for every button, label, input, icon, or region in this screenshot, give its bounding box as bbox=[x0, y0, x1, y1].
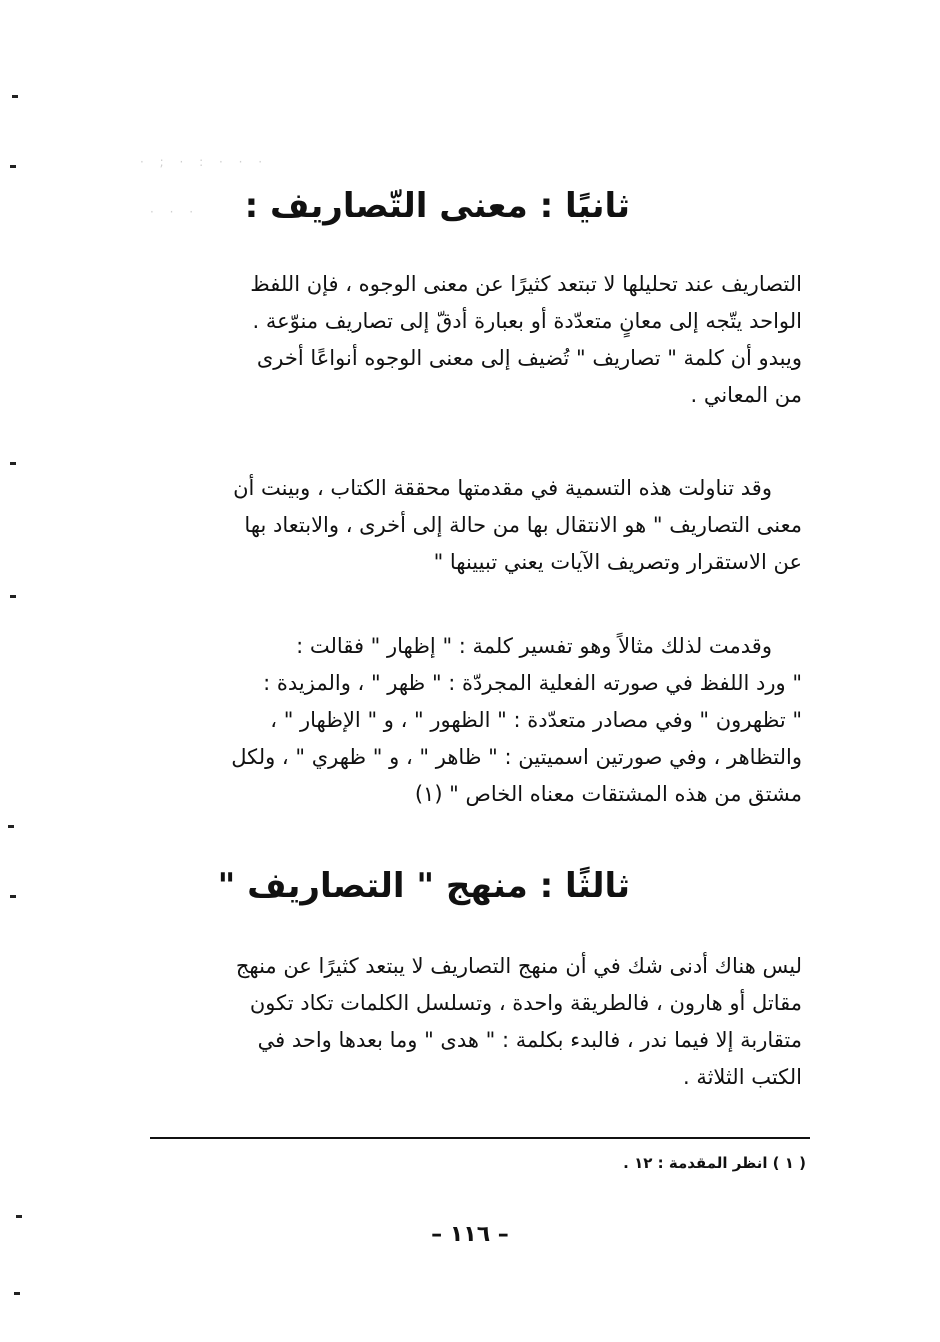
footnote: ( ١ ) انظر المقدمة : ١٢ . bbox=[623, 1154, 806, 1172]
text-line: الكتب الثلاثة . bbox=[682, 1065, 802, 1089]
text-line: " ورد اللفظ في صورته الفعلية المجردّة : " ظهر " ، والمزيدة : bbox=[263, 671, 802, 695]
paragraph-method bbox=[132, 948, 802, 1096]
paragraph-meaning bbox=[132, 266, 802, 414]
paragraph-example bbox=[132, 628, 802, 813]
text-line: مشتق من هذه المشتقات معناه الخاص " (١) bbox=[414, 782, 802, 806]
text-line: " تظهرون " وفي مصادر متعدّدة : " الظهور " ، و " الإظهار " ، bbox=[270, 708, 802, 732]
text-line: متقاربة إلا فيما ندر ، فالبدء بكلمة : " هدى " وما بعدها واحد في bbox=[257, 1028, 802, 1052]
margin-speck bbox=[10, 895, 16, 898]
section-heading-method: ثالثًا : منهج " التصاريف " bbox=[217, 866, 630, 906]
text-line: ويبدو أن كلمة " تصاريف " تُضيف إلى معنى الوجوه أنواعًا أخرى bbox=[256, 346, 802, 370]
margin-speck bbox=[12, 95, 18, 98]
scan-noise: · · · bbox=[150, 205, 200, 219]
text-line: وقدمت لذلك مثالاً وهو تفسير كلمة : " إظهار " فقالت : bbox=[296, 634, 772, 658]
margin-speck bbox=[14, 1292, 20, 1295]
text-line: عن الاستقرار وتصريف الآيات يعني تبيينها " bbox=[433, 550, 802, 574]
text-line: التصاريف عند تحليلها لا تبتعد كثيرًا عن معنى الوجوه ، فإن اللفظ bbox=[250, 272, 802, 296]
text-line: الواحد يتّجه إلى معانٍ متعدّدة أو بعبارة أدقّ إلى تصاريف منوّعة . bbox=[252, 309, 802, 333]
text-line: والتظاهر ، وفي صورتين اسميتين : " ظاهر " ، و " ظهري " ، ولكل bbox=[231, 745, 802, 769]
text-line: معنى التصاريف " هو الانتقال بها من حالة إلى أخرى ، والابتعاد بها bbox=[244, 513, 802, 537]
text-line: مقاتل أو هارون ، فالطريقة واحدة ، وتسلسل الكلمات تكاد تكون bbox=[249, 991, 802, 1015]
section-heading-meaning: ثانيًا : معنى التّصاريف : bbox=[244, 186, 630, 226]
margin-speck bbox=[10, 595, 16, 598]
page-number: – ١١٦ – bbox=[431, 1222, 509, 1247]
margin-speck bbox=[10, 165, 16, 168]
text-line: من المعاني . bbox=[690, 383, 802, 407]
margin-speck bbox=[8, 825, 14, 828]
margin-speck bbox=[16, 1215, 22, 1218]
margin-speck bbox=[10, 462, 16, 465]
text-line: ليس هناك أدنى شك في أن منهج التصاريف لا يبتعد كثيرًا عن منهج bbox=[235, 954, 802, 978]
text-line: وقد تناولت هذه التسمية في مقدمتها محققة الكتاب ، وبينت أن bbox=[233, 476, 772, 500]
scan-noise: · ; · : · · · bbox=[140, 155, 269, 169]
footnote-divider bbox=[150, 1137, 810, 1139]
paragraph-editor-note bbox=[132, 470, 802, 581]
